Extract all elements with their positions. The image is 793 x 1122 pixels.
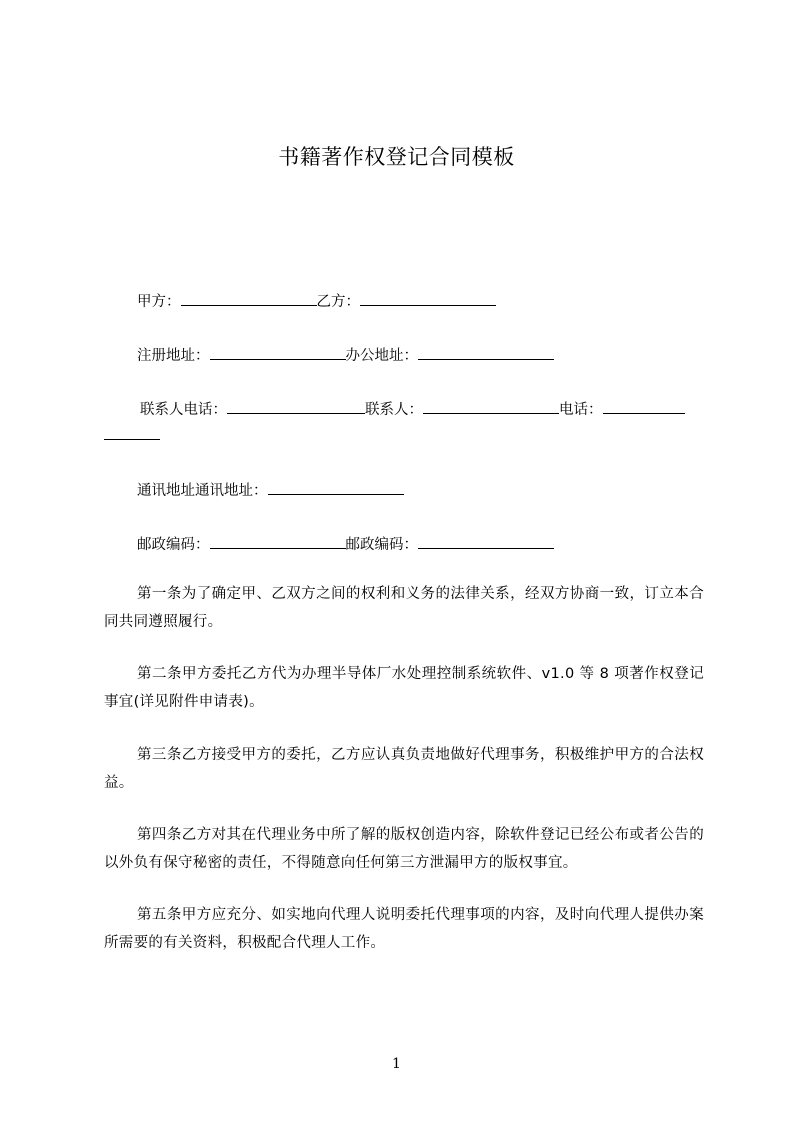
address-line xyxy=(137,345,737,366)
party-b-label: 乙方： xyxy=(316,294,360,310)
phone-blank-continued[interactable] xyxy=(104,425,160,440)
article-5: 第五条甲方应充分、如实地向代理人说明委托代理事项的内容，及时向代理人提供办案所需要的有关资料，积极配合代理人工作。 xyxy=(104,907,704,951)
contact-phone-blank[interactable] xyxy=(227,399,365,414)
phone-blank[interactable] xyxy=(603,399,685,414)
phone-label: 电话： xyxy=(559,402,603,418)
article-2: 第二条甲方委托乙方代为办理半导体厂水处理控制系统软件、v1.0 等 8 项著作权登记事宜(详见附件申请表)。 xyxy=(104,666,704,710)
mail-address-label: 通讯地址通讯地址： xyxy=(137,483,268,499)
article-3: 第三条乙方接受甲方的委托，乙方应认真负责地做好代理事务，积极维护甲方的合法权益。 xyxy=(104,747,704,791)
phone-blank-continued-line xyxy=(104,425,704,446)
party-a-label: 甲方： xyxy=(137,294,181,310)
page-number: 1 xyxy=(392,1056,401,1072)
contact-line xyxy=(140,399,740,420)
article-1: 第一条为了确定甲、乙双方之间的权利和义务的法律关系，经双方协商一致，订立本合同共同遵照履行。 xyxy=(104,586,704,630)
office-address-label: 办公地址： xyxy=(345,348,418,364)
postcode-b-label: 邮政编码： xyxy=(345,537,418,553)
postcode-a-label: 邮政编码： xyxy=(137,537,210,553)
reg-address-label: 注册地址： xyxy=(137,348,210,364)
office-address-blank[interactable] xyxy=(418,345,554,360)
contact-person-label: 联系人： xyxy=(365,402,423,418)
contact-person-blank[interactable] xyxy=(423,399,559,414)
postcode-line xyxy=(137,534,737,555)
postcode-b-blank[interactable] xyxy=(418,534,554,549)
party-a-blank[interactable] xyxy=(181,291,317,306)
contact-phone-label: 联系人电话： xyxy=(140,402,227,418)
document-title: 书籍著作权登记合同模板 xyxy=(278,145,515,169)
party-b-blank[interactable] xyxy=(360,291,496,306)
article-4: 第四条乙方对其在代理业务中所了解的版权创造内容，除软件登记已经公布或者公告的以外负有保守秘密的责任，不得随意向任何第三方泄漏甲方的版权事宜。 xyxy=(104,827,704,871)
reg-address-blank[interactable] xyxy=(210,345,346,360)
party-line xyxy=(137,291,737,312)
postcode-a-blank[interactable] xyxy=(210,534,346,549)
mail-address-blank[interactable] xyxy=(268,480,404,495)
mail-address-line xyxy=(137,480,737,501)
